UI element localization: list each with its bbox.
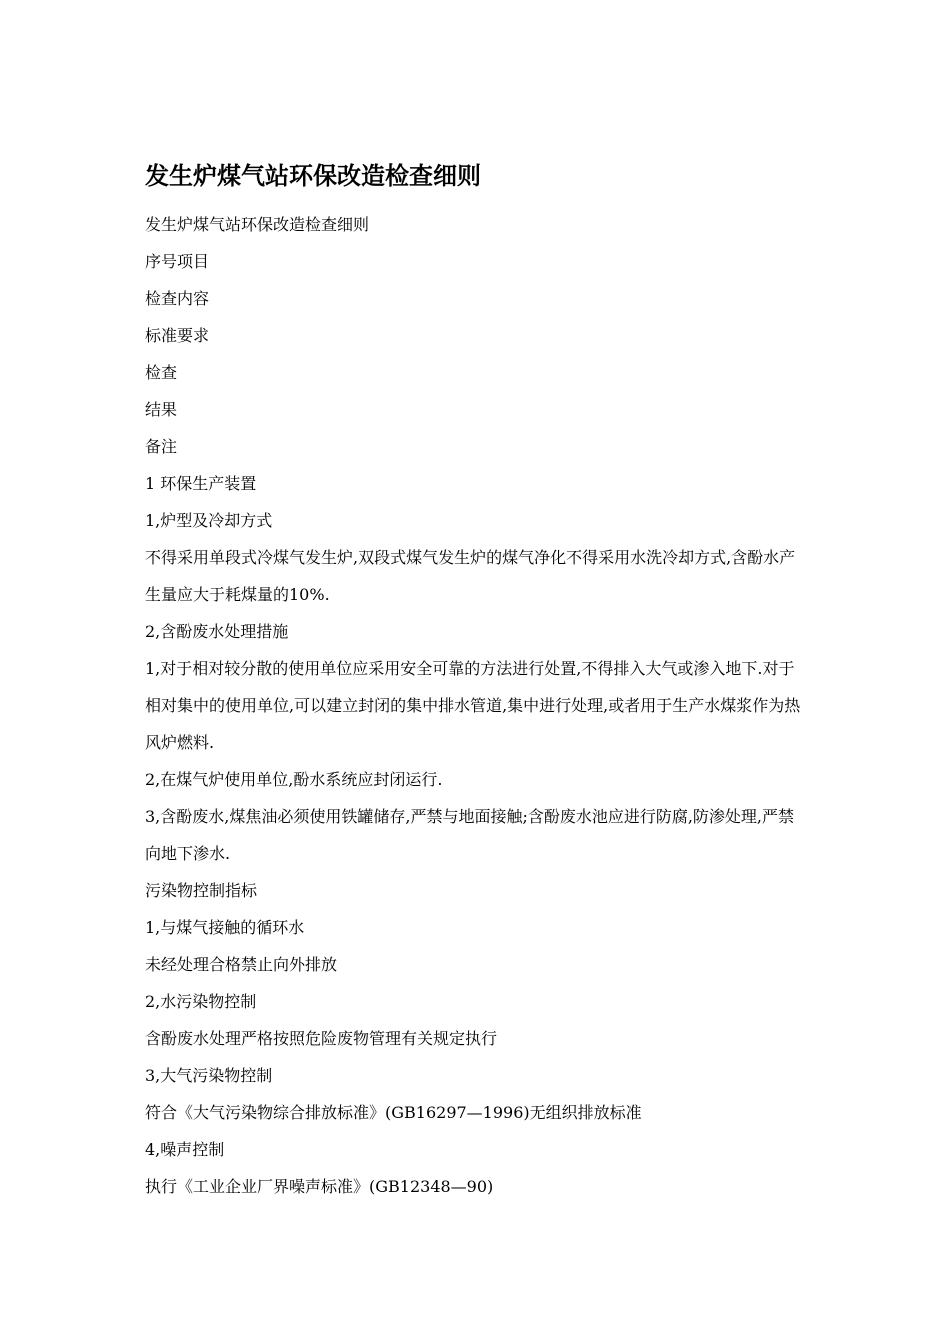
section-heading: 1 环保生产装置: [145, 474, 257, 493]
document-body: [145, 206, 807, 1205]
item-heading: 2,水污染物控制: [145, 992, 257, 1011]
body-paragraph: 含酚废水处理严格按照危险废物管理有关规定执行: [145, 1029, 498, 1048]
section-heading: 污染物控制指标: [145, 881, 258, 900]
column-header-result: 结果: [145, 400, 178, 419]
column-header-standard: 标准要求: [145, 326, 210, 345]
item-heading: 3,大气污染物控制: [145, 1066, 273, 1085]
subtitle-paragraph: 发生炉煤气站环保改造检查细则: [145, 215, 370, 234]
body-paragraph: 1,对于相对较分散的使用单位应采用安全可靠的方法进行处置,不得排入大气或渗入地下.对于相对集中的使用单位,可以建立封闭的集中排水管道,集中进行处理,或者用于生产水煤浆作为热风炉燃料.: [145, 659, 801, 752]
body-paragraph: 执行《工业企业厂界噪声标准》(GB12348—90): [145, 1177, 494, 1196]
body-paragraph: 未经处理合格禁止向外排放: [145, 955, 338, 974]
body-paragraph: 2,在煤气炉使用单位,酚水系统应封闭运行.: [145, 770, 443, 789]
body-paragraph: 不得采用单段式冷煤气发生炉,双段式煤气发生炉的煤气净化不得采用水洗冷却方式,含酚水产生量应大于耗煤量的10%.: [145, 548, 796, 604]
item-heading: 4,噪声控制: [145, 1140, 225, 1159]
item-heading: 1,与煤气接触的循环水: [145, 918, 305, 937]
document-title: 发生炉煤气站环保改造检查细则: [145, 162, 481, 190]
item-heading: 1,炉型及冷却方式: [145, 511, 273, 530]
column-header-remark: 备注: [145, 437, 178, 456]
body-paragraph: 符合《大气污染物综合排放标准》(GB16297—1996)无组织排放标准: [145, 1103, 642, 1122]
column-header-content: 检查内容: [145, 289, 210, 308]
column-header-check: 检查: [145, 363, 178, 382]
body-paragraph: 3,含酚废水,煤焦油必须使用铁罐储存,严禁与地面接触;含酚废水池应进行防腐,防渗处理,严禁向地下渗水.: [145, 807, 795, 863]
column-header-item: 序号项目: [145, 252, 210, 271]
item-heading: 2,含酚废水处理措施: [145, 622, 289, 641]
